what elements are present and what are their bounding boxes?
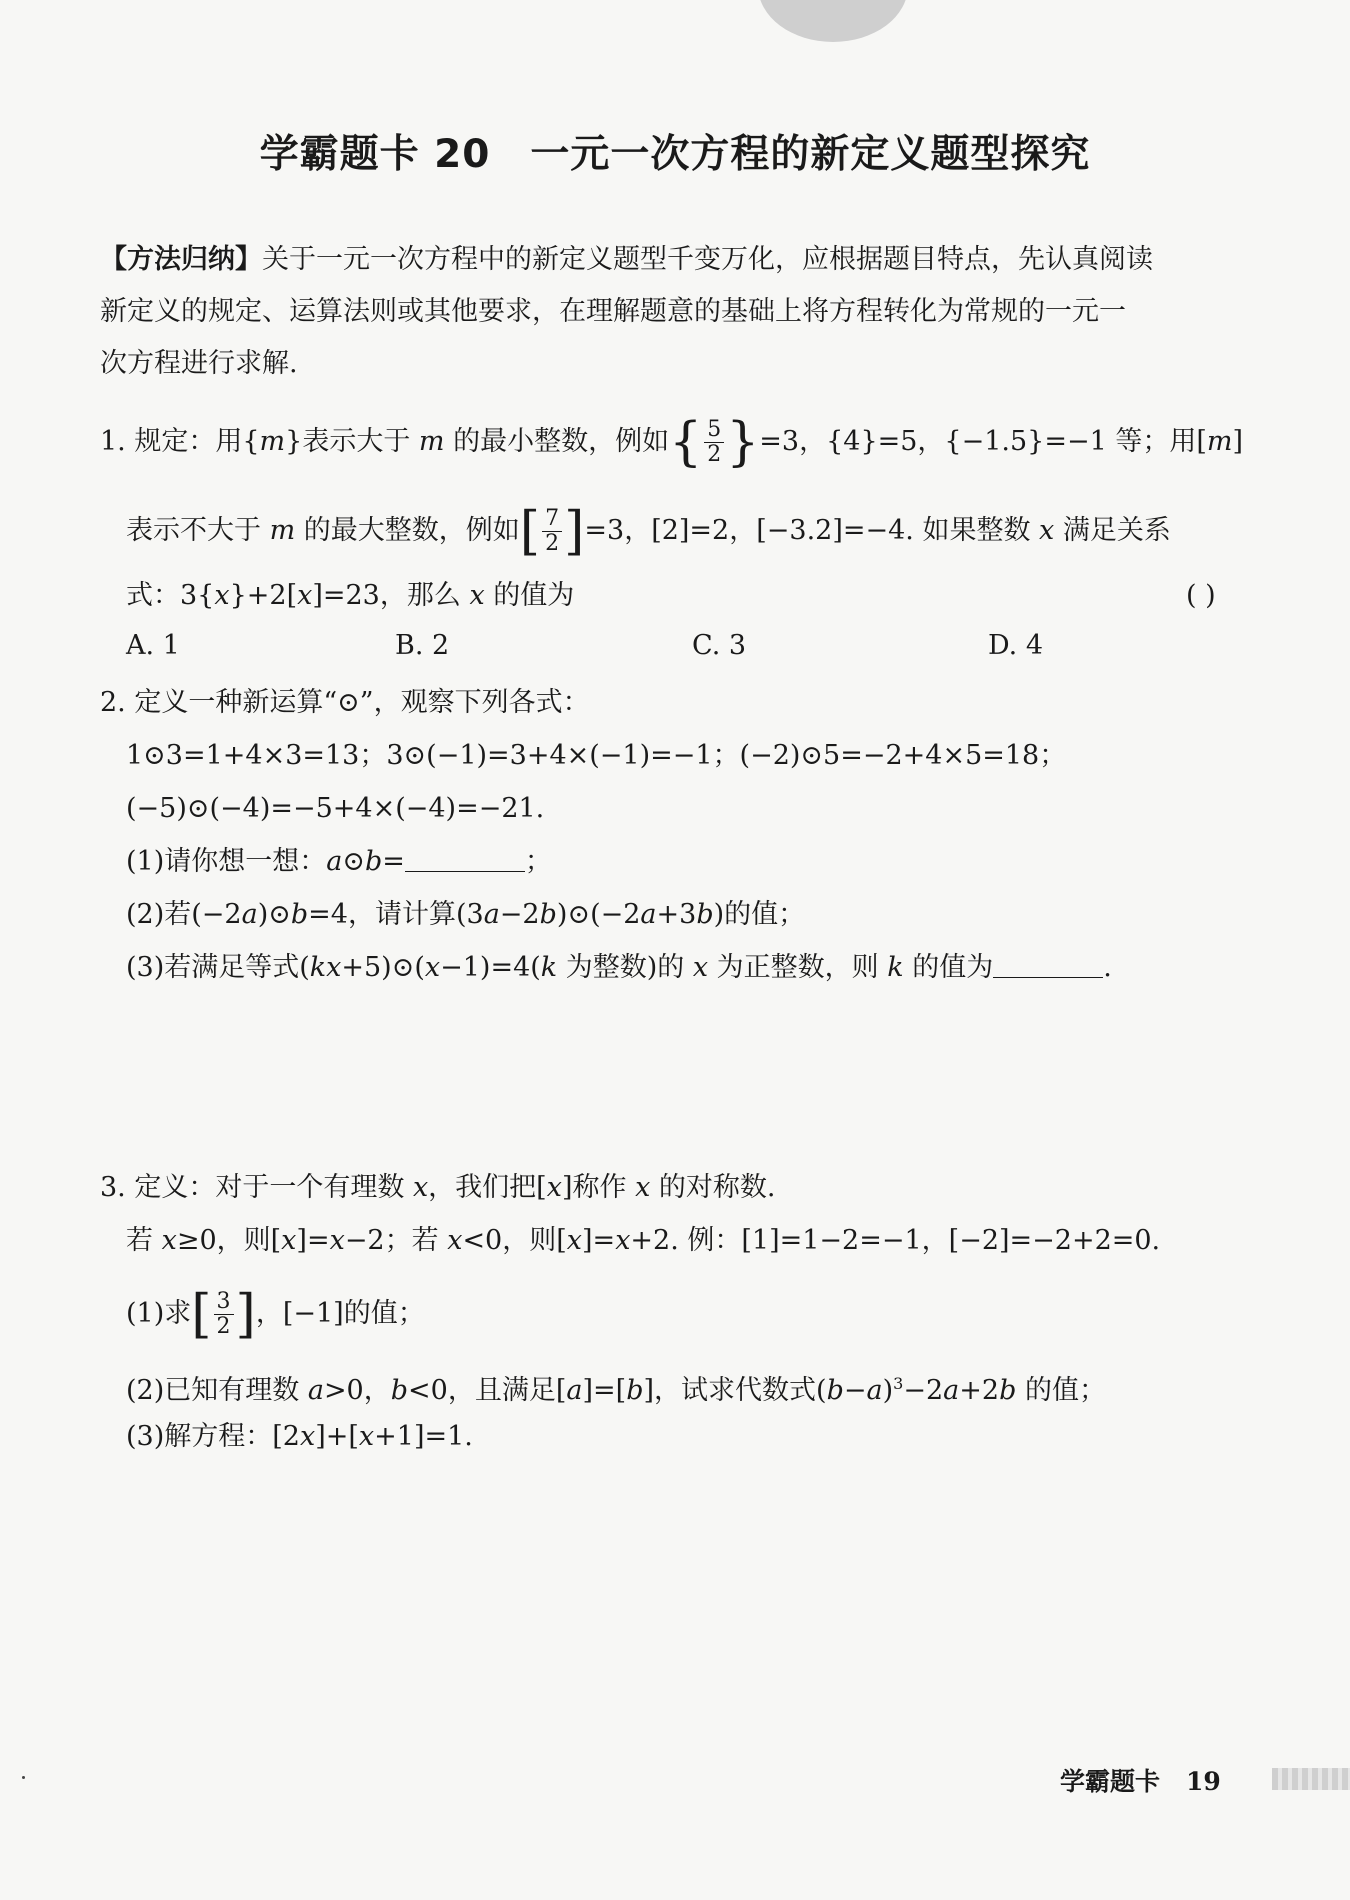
q3-sub-1: (1)求[ $\frac{3}{2}$ ]，[−1]的值； — [126, 1284, 425, 1345]
top-decoration — [758, 0, 908, 42]
q2-sub-2: (2)若(−2a)⊙b=4，请计算(3a−2b)⊙(−2a+3b)的值； — [126, 899, 806, 930]
answer-paren[interactable]: ( ) — [1186, 580, 1216, 611]
q3-sub-2: (2)已知有理数 a>0，b<0，且满足[a]=[b]，试求代数式$(b-a)^3-2a+2b$ 的值； — [126, 1374, 1106, 1406]
answer-blank-2[interactable] — [993, 951, 1103, 978]
q3-line-1: 3. 定义：对于一个有理数 x，我们把[x]称作 x 的对称数. — [100, 1172, 776, 1203]
q2-line-3: (−5)⊙(−4)=−5+4×(−4)=−21. — [126, 793, 545, 824]
q1-line-1: 1. 规定：用{m}表示大于 m 的最小整数，例如{ $\frac{5}{2}$ }=3，{4}=5，{−1.5}=−1 等；用[m] — [100, 412, 1244, 473]
q2-sub-3: (3)若满足等式(kx+5)⊙(x−1)=4(k 为整数)的 x 为正整数，则 k 的值为 . — [126, 952, 1112, 983]
fraction-5-2: $\frac{5}{2}$ — [704, 418, 724, 467]
choice-b[interactable]: B. 2 — [395, 630, 450, 661]
page-footer: 学霸题卡 19 — [1060, 1767, 1221, 1796]
choice-d[interactable]: D. 4 — [988, 630, 1044, 661]
q2-line-2: 1⊙3=1+4×3=13；3⊙(−1)=3+4×(−1)=−1；(−2)⊙5=−2+4×5=18； — [126, 740, 1067, 771]
fraction-3-2: $\frac{3}{2}$ — [214, 1290, 234, 1339]
choice-a[interactable]: A. 1 — [126, 630, 180, 661]
corner-decoration — [1272, 1768, 1350, 1790]
page-number: 19 — [1186, 1767, 1221, 1796]
page-title: 学霸题卡 20 一元一次方程的新定义题型探究 — [259, 132, 1091, 177]
method-line-1: 【方法归纳】关于一元一次方程中的新定义题型千变万化，应根据题目特点，先认真阅读 — [100, 244, 1153, 275]
q2-sub-1: (1)请你想一想：a⊙b= ； — [126, 846, 552, 877]
fraction-7-2: $\frac{7}{2}$ — [542, 507, 562, 556]
method-line-2: 新定义的规定、运算法则或其他要求，在理解题意的基础上将方程转化为常规的一元一 — [100, 296, 1126, 327]
q2-line-1: 2. 定义一种新运算“⊙”，观察下列各式： — [100, 687, 590, 718]
q3-line-2: 若 x≥0，则[x]=x−2；若 x<0，则[x]=x+2. 例：[1]=1−2=−1，[−2]=−2+2=0. — [126, 1225, 1161, 1256]
choice-c[interactable]: C. 3 — [692, 630, 747, 661]
q1-line-3: 式：3{x}+2[x]=23，那么 x 的值为 — [126, 580, 575, 611]
q3-sub-3: (3)解方程：[2x]+[x+1]=1. — [126, 1421, 473, 1452]
q1-line-2: 表示不大于 m 的最大整数，例如[ $\frac{7}{2}$ ]=3，[2]=2，[−3.2]=−4. 如果整数 x 满足关系 — [126, 501, 1171, 562]
speck-decoration — [22, 1776, 25, 1779]
answer-blank-1[interactable] — [405, 845, 525, 872]
method-line-3: 次方程进行求解. — [100, 348, 298, 379]
method-tag: 【方法归纳】 — [100, 244, 262, 275]
